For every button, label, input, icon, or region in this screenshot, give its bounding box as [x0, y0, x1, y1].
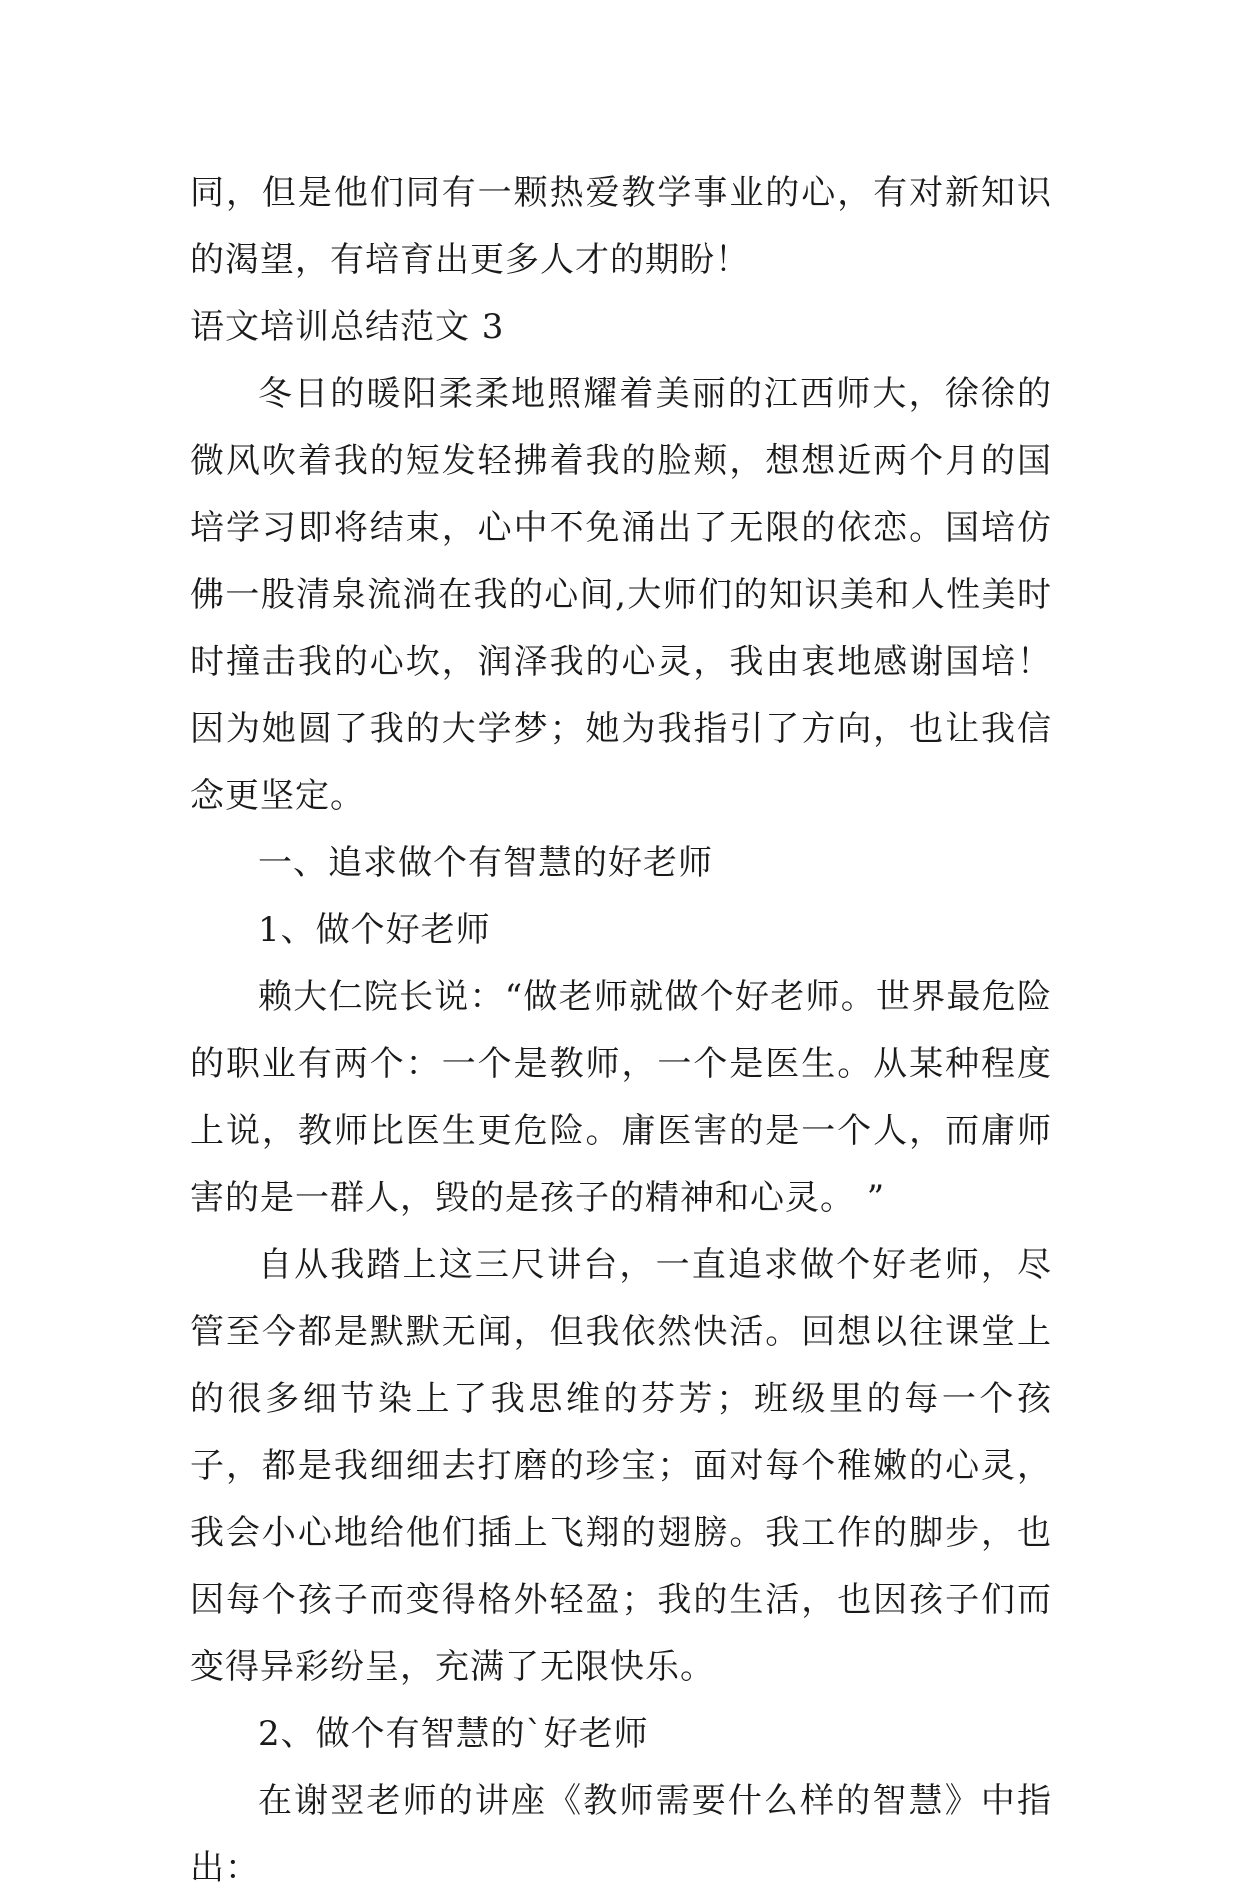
section-heading: 语文培训总结范文 3: [190, 307, 505, 347]
paragraph-quote: 赖大仁院长说：“做老师就做个好老师。世界最危险的职业有两个：一个是教师，一个是医生。从某种程度上说，教师比医生更危险。庸医害的是一个人，而庸师害的是一群人，毁的是孩子的精神和心灵。 ”: [190, 977, 1052, 1218]
document-body: [190, 160, 1052, 1902]
paragraph-intro: 冬日的暖阳柔柔地照耀着美丽的江西师大，徐徐的微风吹着我的短发轻拂着我的脸颊，想想近两个月的国培学习即将结束，心中不免涌出了无限的依恋。国培仿佛一股清泉流淌在我的心间,大师们的知识美和人性美时时撞击我的心坎，润泽我的心灵，我由衷地感谢国培！因为她圆了我的大学梦；她为我指引了方向，也让我信念更坚定。: [190, 374, 1052, 816]
subheading-1: 一、追求做个有智慧的好老师: [258, 843, 713, 883]
paragraph-lecture: 在谢翌老师的讲座《教师需要什么样的智慧》中指出：: [190, 1781, 1052, 1888]
subheading-1-1: 1、做个好老师: [258, 910, 491, 950]
subheading-1-2: 2、做个有智慧的`好老师: [258, 1714, 649, 1754]
paragraph-continuation: 同，但是他们同有一颗热爱教学事业的心，有对新知识的渴望，有培育出更多人才的期盼！: [190, 173, 1052, 280]
paragraph-experience: 自从我踏上这三尺讲台，一直追求做个好老师，尽管至今都是默默无闻，但我依然快活。回想以往课堂上的很多细节染上了我思维的芬芳；班级里的每一个孩子，都是我细细去打磨的珍宝；面对每个稚嫩的心灵，我会小心地给他们插上飞翔的翅膀。我工作的脚步，也因每个孩子而变得格外轻盈；我的生活，也因孩子们而变得异彩纷呈，充满了无限快乐。: [190, 1245, 1052, 1687]
